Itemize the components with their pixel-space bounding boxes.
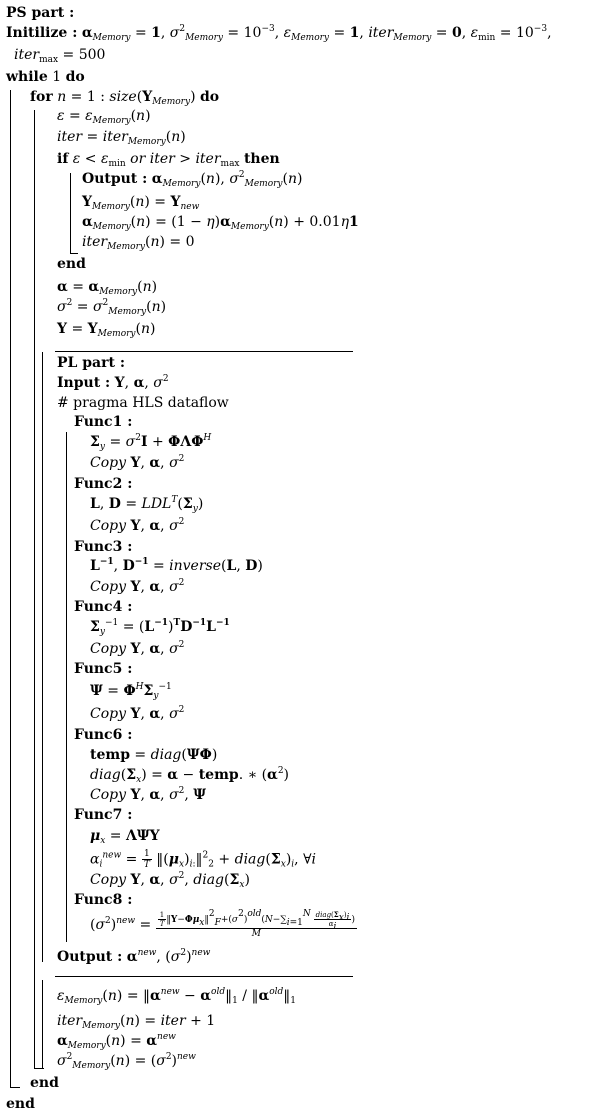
func8-eq: $(\sigma^2)^{new}$ = $\frac{1}{T}$ $‖Y-\Phi\mu_x‖^2_F+(\sigma^2)^{old}(N-\sum_{i=1}^N$ $\frac{diag(\Sigma_x)_i}{\alpha_i}$ ) M <box>90 909 355 939</box>
if-end: end <box>57 256 86 272</box>
func2-label: Func2 : <box>74 476 133 492</box>
func8-frac: $\frac{1}{T}$ $‖Y-\Phi\mu_x‖^2_F+(\sigma^2)^{old}(N-\sum_{i=1}^N$ $\frac{diag(\Sigma_x)_i}{\alpha_i}$ ) M <box>156 911 357 939</box>
sigma-update-line: $\sigma^2_{Memory}(n) = (\sigma^2)^{new}$ <box>57 1052 196 1071</box>
if-line: if $\varepsilon < \varepsilon_{min}$ or iter > iter$_{max}$ then <box>57 151 280 169</box>
initialize-line-2: iter$_{max}$ = 500 <box>14 47 106 65</box>
if-rule-hook <box>70 253 78 254</box>
func7-label: Func7 : <box>74 807 133 823</box>
initialize-label: Initilize : <box>6 25 78 41</box>
iter-update-line: iter$_{Memory}$(n) = iter + 1 <box>57 1013 216 1031</box>
for-rule <box>34 110 35 1068</box>
func7-copy: Copy Y, α, $\sigma^2$, $diag(\Sigma_x)$ <box>90 871 250 890</box>
func1-copy: Copy Y, α, $\sigma^2$ <box>90 454 185 471</box>
func4-eq: $\Sigma_y^{-1} = (L^{-1})^TD^{-1}L^{-1}$ <box>90 618 230 637</box>
func5-eq: $\Psi = \Phi^H\Sigma_y^{-1}$ <box>90 682 172 701</box>
ps-part-header: PS part : <box>6 5 75 21</box>
iter-reset-line: iter$_{Memory}$(n) = 0 <box>82 234 195 252</box>
func1-label: Func1 : <box>74 414 133 430</box>
func3-label: Func3 : <box>74 539 133 555</box>
if-rule <box>70 173 71 253</box>
iter-assign: iter = iter$_{Memory}$(n) <box>57 129 186 147</box>
func7-frac: $\frac{1}{T}$ <box>143 849 150 870</box>
pl-separator-bottom <box>55 976 353 977</box>
post-block-rule <box>42 980 43 1068</box>
for-rule-hook <box>34 1068 44 1069</box>
if-output-line: Output : $\alpha_{Memory}(n)$, $\sigma^2_{Memory}(n)$ <box>82 170 303 189</box>
alpha-reset-line: $\alpha_{Memory}(n) = (1 - \eta)\alpha_{Memory}(n) + 0.01\eta 1$ <box>82 214 359 232</box>
pl-output-line: Output : $\alpha^{new}$, $(\sigma^2)^{new}$ <box>57 948 211 965</box>
while-rule <box>10 90 11 1087</box>
func5-copy: Copy Y, α, $\sigma^2$ <box>90 705 185 722</box>
sigma-assign: $\sigma^2 = \sigma^2_{Memory}(n)$ <box>57 298 167 317</box>
y-assign: $Y = Y_{Memory}(n)$ <box>57 321 156 339</box>
func8-label: Func8 : <box>74 892 133 908</box>
func5-label: Func5 : <box>74 661 133 677</box>
pl-separator-top <box>55 351 353 352</box>
alpha-update-line: $\alpha_{Memory}(n) = \alpha^{new}$ <box>57 1032 176 1051</box>
pragma-line: # pragma HLS dataflow <box>57 395 229 411</box>
pl-output-label: Output : <box>57 949 123 965</box>
func7-eq2: $\alpha_i^{new}$ = $\frac{1}{T}$ $‖(\mu_x)_{i:}‖^2_2$ + $diag(\Sigma_x)_i$, ∀i <box>90 849 317 870</box>
y-new-line: $Y_{Memory}(n) = Y_{new}$ <box>82 194 200 212</box>
func6-copy: Copy Y, α, $\sigma^2$, Ψ <box>90 786 207 803</box>
initialize-line <box>6 24 552 42</box>
func4-copy: Copy Y, α, $\sigma^2$ <box>90 640 185 657</box>
alpha-assign: $\alpha = \alpha_{Memory}(n)$ <box>57 279 158 297</box>
func-rule <box>66 432 67 942</box>
func2-copy: Copy Y, α, $\sigma^2$ <box>90 517 185 534</box>
pl-input-label: Input : <box>57 375 111 391</box>
eps-assign: $\varepsilon = \varepsilon_{Memory}(n)$ <box>57 108 151 126</box>
func6-label: Func6 : <box>74 727 133 743</box>
for-end: end <box>30 1075 59 1091</box>
func4-label: Func4 : <box>74 599 133 615</box>
while-end: end <box>6 1096 35 1112</box>
func6-eq2: $diag(\Sigma_x) = \alpha$ − temp. ∗ $(\alpha^2)$ <box>90 766 290 785</box>
eps-update-line: $\varepsilon_{Memory}(n)$ = $‖\alpha^{new}$ − $\alpha^{old}‖_1$ / $‖\alpha^{old}‖_1$ <box>57 987 297 1006</box>
func3-copy: Copy Y, α, $\sigma^2$ <box>90 578 185 595</box>
func3-eq: $L^{-1}$, $D^{-1}$ = inverse(L, D) <box>90 557 263 574</box>
pl-part-header: PL part : <box>57 355 125 371</box>
pl-input-line: Input : Y, α, $\sigma^2$ <box>57 374 169 391</box>
func6-eq1: temp = diag(ΨΦ) <box>90 747 218 763</box>
for-line: for n = 1 : $size(Y_{Memory})$ do <box>30 89 220 107</box>
initialize-values: $\alpha_{Memory} = 1$, $\sigma^2_{Memory} = 10^{-3}$, $\varepsilon_{Memory} = 1$, iter$_{Memory}$ = 0, $\varepsilon_{min} = 10^{-3}$, <box>81 24 552 43</box>
func1-eq: $\Sigma_y = \sigma^2I + \Phi\Lambda\Phi^H$ <box>90 433 212 452</box>
if-output-label: Output : <box>82 171 148 187</box>
while-line: while 1 do <box>6 69 85 85</box>
func2-eq: L, $D = LDL^T(\Sigma_y)$ <box>90 495 204 514</box>
pl-block-rule <box>42 352 43 962</box>
while-rule-hook <box>10 1087 20 1088</box>
func7-eq1: $\mu_x = \Lambda\Psi Y$ <box>90 828 160 846</box>
